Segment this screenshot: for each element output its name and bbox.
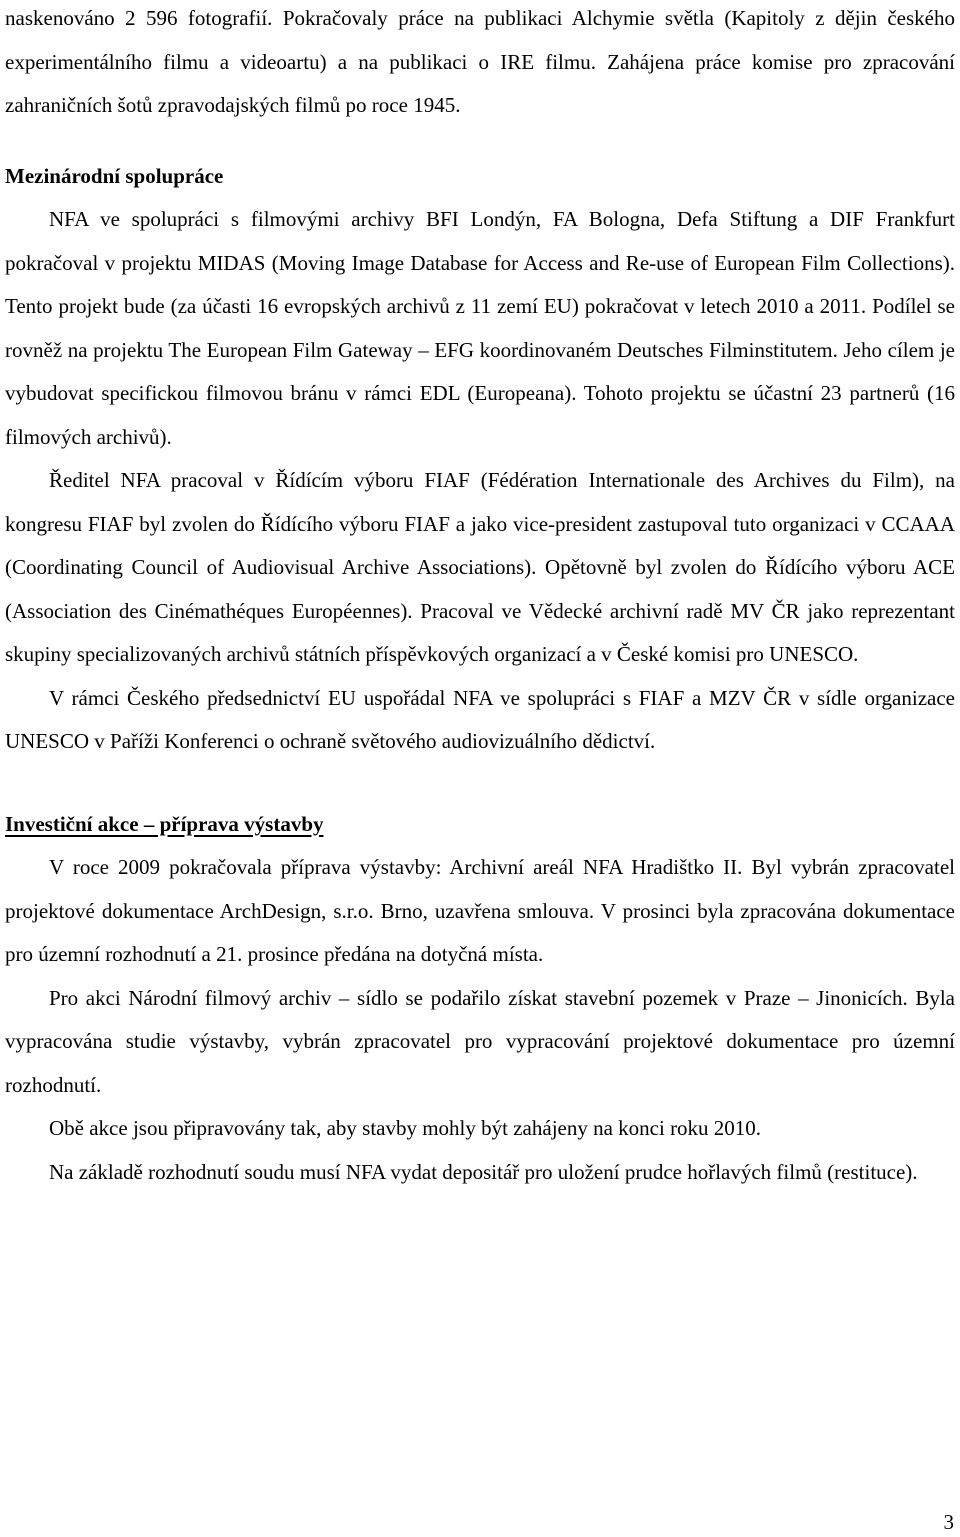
paragraph-midas: NFA ve spolupráci s filmovými archivy BFI Londýn, FA Bologna, Defa Stiftung a DIF Frankfurt pokračoval v projektu MIDAS (Moving Image Database for Access and Re-use of European Film Collections). Tento projekt bude (za účasti 16 evropských archivů z 11 zemí EU) pokračovat v letech 2010 a 2011. Podílel se rovněž na projektu The European Film Gateway – EFG koordinovaném Deutsches Filminstitutem. Jeho cílem je vybudovat specifickou filmovou bránu v rámci EDL (Europeana). Tohoto projektu se účastní 23 partnerů (16 filmových archivů). <box>5 207 955 449</box>
intro-paragraph: naskenováno 2 596 fotografií. Pokračovaly práce na publikaci Alchymie světla (Kapitoly z dějin českého experimentálního filmu a videoartu) a na publikaci o IRE filmu. Zahájena práce komise pro zpracování zahraničních šotů zpravodajských filmů po roce 1945. <box>5 6 955 117</box>
paragraph-director: Ředitel NFA pracoval v Řídícím výboru FIAF (Fédération Internationale des Archives du Film), na kongresu FIAF byl zvolen do Řídícího výboru FIAF a jako vice-president zastupoval tuto organizaci v CCAAA (Coordinating Council of Audiovisual Archive Associations). Opětovně byl zvolen do Řídícího výboru ACE (Association des Cinémathéques Européennes). Pracoval ve Vědecké archivní radě MV ČR jako reprezentant skupiny specializovaných archivů státních příspěvkových organizací a v České komisi pro UNESCO. <box>5 468 955 666</box>
paragraph-hradistko: V roce 2009 pokračovala příprava výstavby: Archivní areál NFA Hradištko II. Byl vybrán zpracovatel projektové dokumentace ArchDesign, s.r.o. Brno, uzavřena smlouva. V prosinci byla zpracována dokumentace pro územní rozhodnutí a 21. prosince předána na dotyčná místa. <box>5 855 955 966</box>
paragraph-jinonice: Pro akci Národní filmový archiv – sídlo se podařilo získat stavební pozemek v Praze – Jinonicích. Byla vypracována studie výstavby, vybrán zpracovatel pro vypracování projektové dokumentace pro územní rozhodnutí. <box>5 985 955 1097</box>
paragraph-presidency: V rámci Českého předsednictví EU uspořádal NFA ve spolupráci s FIAF a MZV ČR v sídle organizace UNESCO v Paříži Konferenci o ochraně světového audiovizuálního dědictví. <box>5 685 955 753</box>
paragraph-restitution: Na základě rozhodnutí soudu musí NFA vydat depositář pro uložení prudce hořlavých filmů (restituce). <box>49 1159 918 1184</box>
paragraph-schedule: Obě akce jsou připravovány tak, aby stavby mohly být zahájeny na konci roku 2010. <box>49 1116 762 1140</box>
section-heading-investment <box>5 803 955 847</box>
page-number: 3 <box>943 1510 954 1534</box>
section-heading-investment-text: Investiční akce – příprava výstavby <box>5 811 324 836</box>
section-heading-international: Mezinárodní spolupráce <box>5 163 224 188</box>
document-page <box>5 0 955 1194</box>
